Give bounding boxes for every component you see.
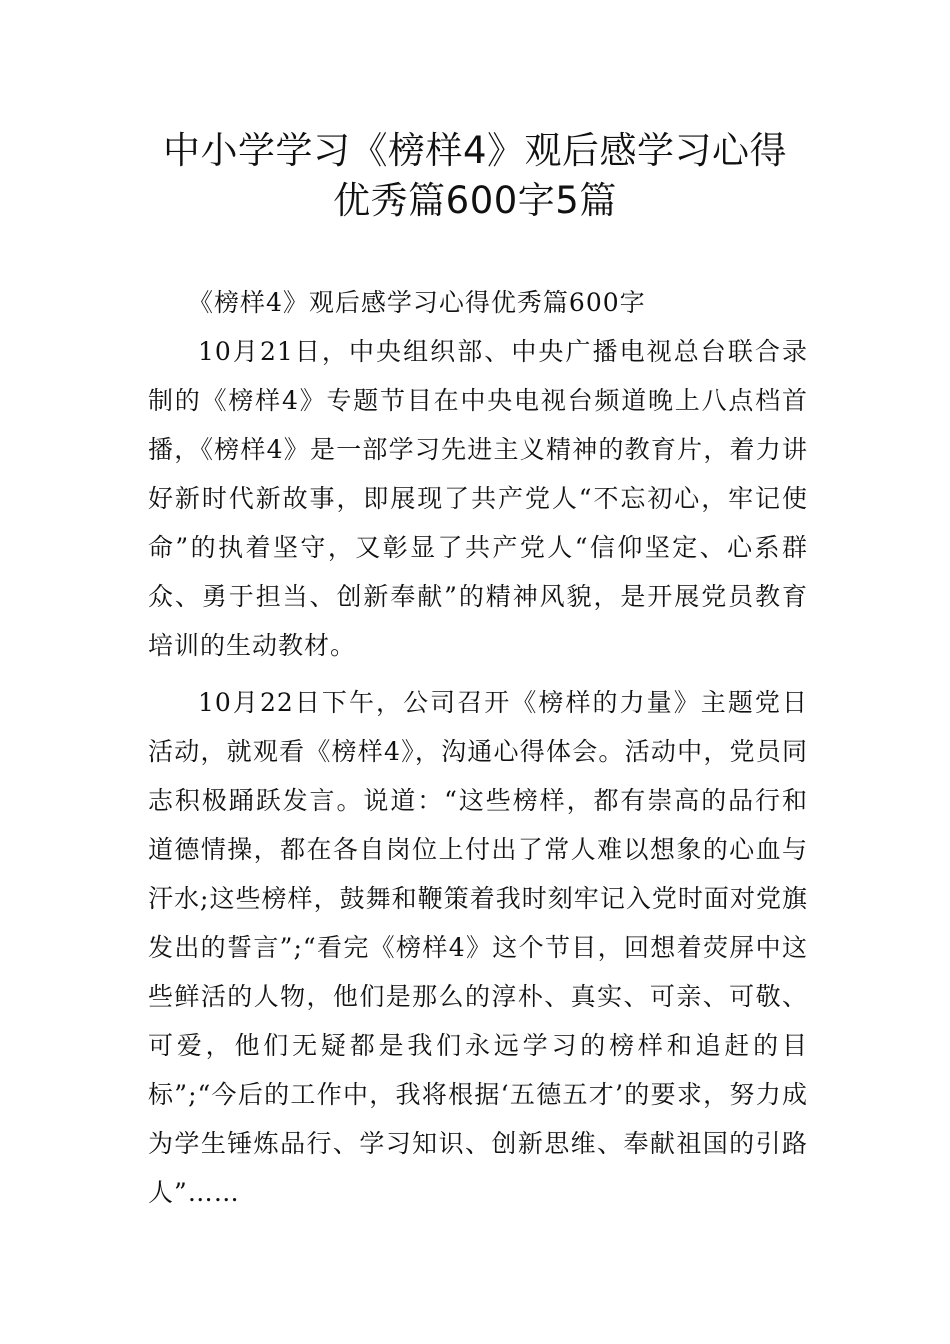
document-body (148, 278, 808, 1217)
paragraph: 10月21日，中央组织部、中央广播电视总台联合录制的《榜样4》专题节目在中央电视台频道晚上八点档首播，《榜样4》是一部学习先进主义精神的教育片，着力讲好新时代新故事，即展现了共产党人“不忘初心，牢记使命”的执着坚守，又彰显了共产党人“信仰坚定、心系群众、勇于担当、创新奉献”的精神风貌，是开展党员教育培训的生动教材。 (148, 337, 808, 660)
section-subheading: 《榜样4》观后感学习心得优秀篇600字 (188, 288, 646, 317)
paragraph: 10月22日下午，公司召开《榜样的力量》主题党日活动，就观看《榜样4》，沟通心得体会。活动中，党员同志积极踊跃发言。说道：“这些榜样，都有崇高的品行和道德情操，都在各自岗位上付出了常人难以想象的心血与汗水;这些榜样，鼓舞和鞭策着我时刻牢记入党时面对党旗发出的誓言”;“看完《榜样4》这个节目，回想着荧屏中这些鲜活的人物，他们是那么的淳朴、真实、可亲、可敬、可爱，他们无疑都是我们永远学习的榜样和追赶的目标”;“今后的工作中，我将根据‘五德五才’的要求，努力成为学生锤炼品行、学习知识、创新思维、奉献祖国的引路人”…… (148, 688, 808, 1207)
document-title-line-2: 优秀篇600字5篇 (333, 179, 617, 222)
document-title-line-1: 中小学学习《榜样4》观后感学习心得 (162, 129, 788, 172)
